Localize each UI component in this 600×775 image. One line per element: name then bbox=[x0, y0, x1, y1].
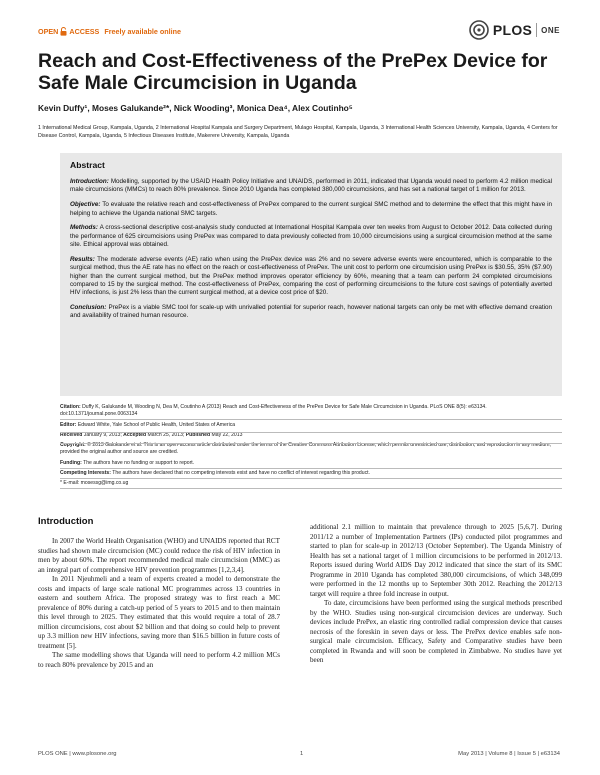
copyright-label: Copyright: bbox=[60, 442, 86, 449]
citation-row bbox=[60, 404, 562, 419]
published-label: Published bbox=[185, 431, 211, 438]
page-footer bbox=[38, 751, 560, 761]
body-paragraph: To date, circumcisions have been performed using the surgical methods prescribed by the WHO. Studies using non-surgical circumcision devices are underway. Such devices include PrePex, an elastic ring controlled radial compression device that causes necrosis of the foreskin in seven days or less. The PrePex device enables safe non-surgical male circumcision. Efficacy, Safety and Comparative studies have been completed in Rwanda and will soon be completed in Zimbabwe. No studies have yet been bbox=[310, 599, 562, 664]
section-heading-introduction: Introduction bbox=[38, 516, 94, 527]
accepted-label: Accepted bbox=[123, 431, 147, 438]
affiliations: 1 International Medical Group, Kampala, Uganda, 2 International Hospital Kampala and Surgery Department, Mulago Hospital, Kampala, Uganda, 3 International Health Sciences University, Kampala, Uganda, 4 Centers for Disease Control, Kampala, Uganda, 5 Infectious Diseases Institute, Makerere University, Kampala, Uganda bbox=[38, 125, 558, 139]
funding-row bbox=[60, 460, 562, 467]
results-text: The moderate adverse events (AE) ratio when using the PrePex device was 2% and no severe adverse events were encountered, which is comparable to the surgical method, thus the AE rate has no effect on the reach or cost-effectiveness of PrePex. The unit cost to perform one circumcision using PrePex is $30.55, 35% ($7.90) higher than the current surgical method, but the PrePex method improves operator efficiency by 60%, meaning that a team can perform 24 completed circumcisions compared to 15 by the surgical method. The cost-effectiveness of PrePex, comparing the cost of performing circumcisions to the future cost savings of potentially averted HIV infections, is just 2% less than the current surgical method, at a device cost price of $20. bbox=[70, 255, 553, 297]
logo-divider bbox=[536, 23, 537, 37]
methods-text: A cross-sectional descriptive cost-analysis study conducted at International Hospital Kampala over ten weeks from August to October 2012. Data collected during the performance of 625 circumcisions using PrePex was compared to data previously collected from 10,000 circumcisions using a surgical circumcision method at the same site. Ethical approval was obtained. bbox=[70, 224, 552, 249]
conclusion-label: Conclusion: bbox=[70, 304, 107, 312]
abstract-heading: Abstract bbox=[70, 160, 105, 170]
metadata-divider bbox=[60, 478, 562, 479]
journal-header bbox=[38, 20, 560, 50]
introduction-label: Introduction: bbox=[70, 178, 109, 185]
email-row bbox=[60, 480, 562, 487]
received-label: Received bbox=[60, 431, 83, 438]
competing-text: The authors have declared that no competing interests exist and have no conflict of interest regarding this product. bbox=[112, 470, 370, 477]
dates-row bbox=[60, 432, 562, 439]
open-access-badge bbox=[38, 27, 181, 36]
metadata-divider bbox=[60, 488, 562, 489]
conclusion-text: PrePex is a viable SMC tool for scale-up with unrivalled potential for superior reach, however national targets can only be met with effective demand creation and availability of trained human resource. bbox=[70, 304, 553, 320]
competing-label: Competing Interests: bbox=[60, 470, 111, 477]
copyright-text: © 2013 Galukande et al. This is an open-access article distributed under the terms of the Creative Commons Attribution License, which permits unrestricted use, distribution, and reproduction in any medium, provided the original author and source are credited. bbox=[60, 442, 551, 456]
introduction-text: Modelling, supported by the USAID Health Policy Initiative and UNAIDS, performed in 2011, indicated that Uganda would need to perform 4.2 million medical male circumcisions (MMCs) to reach 80% prevalence. Since 2010 Uganda has completed 380,000 circumcisions, and has set a national target of 1 million for 2013. bbox=[70, 178, 553, 194]
funding-label: Funding: bbox=[60, 459, 82, 466]
editor-text: Edward White, Yale School of Public Health, United States of America bbox=[77, 421, 236, 428]
footer-journal-url: PLOS ONE | www.plosone.org bbox=[38, 751, 117, 757]
body-column-right bbox=[310, 523, 562, 666]
plos-one-logo bbox=[469, 20, 560, 40]
body-paragraph: The same modelling shows that Uganda will need to perform 4.2 million MCs to reach 80% prevalence by 2015 and an bbox=[38, 651, 280, 669]
metadata-divider bbox=[60, 443, 562, 444]
methods-label: Methods: bbox=[70, 224, 98, 232]
abstract-conclusion bbox=[70, 304, 552, 321]
page-number: 1 bbox=[300, 751, 304, 757]
access-label: ACCESS bbox=[69, 27, 100, 36]
plos-brand: PLOS bbox=[492, 22, 533, 38]
body-paragraph: additional 2.1 million to maintain that prevalence through to 2025 [5,6,7]. During 2011/12 a number of Implementation Partners (IPs) conducted pilot programmes and started to plan for scale-up in 2012/13 (October September). The Uganda Ministry of Health has set a national target of 1 million circumcisions to be performed in 2012/13. Reports issued during World AIDS Day 2012 indicated that since the start of its SMC Programme in 2010 Uganda has completed 380,000 circumcisions, of which 348,099 were performed in the 12 months up to September 30th 2012. Reaching the 2012/13 target will require a three fold increase in output. bbox=[310, 523, 562, 598]
open-label: OPEN bbox=[38, 27, 59, 36]
body-paragraph: In 2011 Njeuhmeli and a team of experts created a model to demonstrate the costs and impacts of large scale national MC programmes across 13 countries in eastern and southern Africa. The proposed strategy was to first reach a MC prevalence of 80% during a catch-up period of 5 years to 2015 and to then maintain this level through to 2025. They estimated that this would require a total of 28.7 million circumcisions, cost about $2 billion and that doing so could help to prevent up 3.3 million new HIV infections, saving more than $16.5 billion in future costs of treatment [5]. bbox=[38, 575, 280, 650]
abstract-introduction bbox=[70, 178, 552, 195]
abstract-objective bbox=[70, 201, 552, 218]
received-date: January 9, 2013; bbox=[83, 431, 122, 438]
abstract-methods bbox=[70, 224, 552, 249]
metadata-divider bbox=[60, 468, 562, 469]
accepted-date: March 25, 2013; bbox=[147, 431, 185, 438]
objective-label: Objective: bbox=[70, 201, 101, 209]
editor-label: Editor: bbox=[60, 421, 77, 428]
email-text: * E-mail: mosessg@img.co.ug bbox=[60, 480, 129, 487]
abstract-results bbox=[70, 256, 552, 298]
freely-available-label: Freely available online bbox=[104, 27, 182, 36]
open-lock-icon bbox=[60, 27, 67, 36]
copyright-row bbox=[60, 442, 562, 457]
metadata-divider bbox=[60, 432, 562, 433]
abstract-box bbox=[60, 153, 562, 396]
citation-text: Duffy K, Galukande M, Wooding N, Dea M, Coutinho A (2013) Reach and Cost-Effectiveness of the PrePex Device for Safe Male Circumcision in Uganda. PLoS ONE 8(5): e63134. doi:10.1371/journal.pone.0063134 bbox=[60, 404, 487, 418]
competing-interests-row bbox=[60, 470, 562, 477]
objective-text: To evaluate the relative reach and cost-effectiveness of PrePex compared to the current surgical SMC method and to determine the effect that this might have in helping to achieve the Uganda national SMC targets. bbox=[70, 201, 553, 217]
body-column-left bbox=[38, 537, 280, 670]
author-list: Kevin Duffy¹, Moses Galukande²*, Nick Wooding³, Monica Dea⁴, Alex Coutinho⁵ bbox=[38, 103, 353, 113]
article-title: Reach and Cost-Effectiveness of the PrePex Device for Safe Male Circumcision in Uganda bbox=[38, 50, 548, 94]
citation-label: Citation: bbox=[60, 404, 81, 410]
footer-issue-info: May 2013 | Volume 8 | Issue 5 | e63134 bbox=[458, 751, 560, 757]
metadata-divider bbox=[60, 419, 562, 420]
body-paragraph: In 2007 the World Health Organisation (WHO) and UNAIDS reported that RCT studies had shown male circumcision (MC) could reduce the risk of HIV infection in men by about 60%. The report recommended medical male circumcision (MMC) as an integral part of comprehensive HIV prevention programmes [1,2,3,4]. bbox=[38, 537, 280, 574]
editor-row bbox=[60, 422, 562, 429]
results-label: Results: bbox=[70, 255, 95, 263]
published-date: May 22, 2013 bbox=[211, 431, 243, 438]
journal-suffix: ONE bbox=[541, 25, 560, 35]
funding-text: The authors have no funding or support to report. bbox=[83, 459, 195, 466]
plos-logo-icon bbox=[469, 20, 489, 40]
